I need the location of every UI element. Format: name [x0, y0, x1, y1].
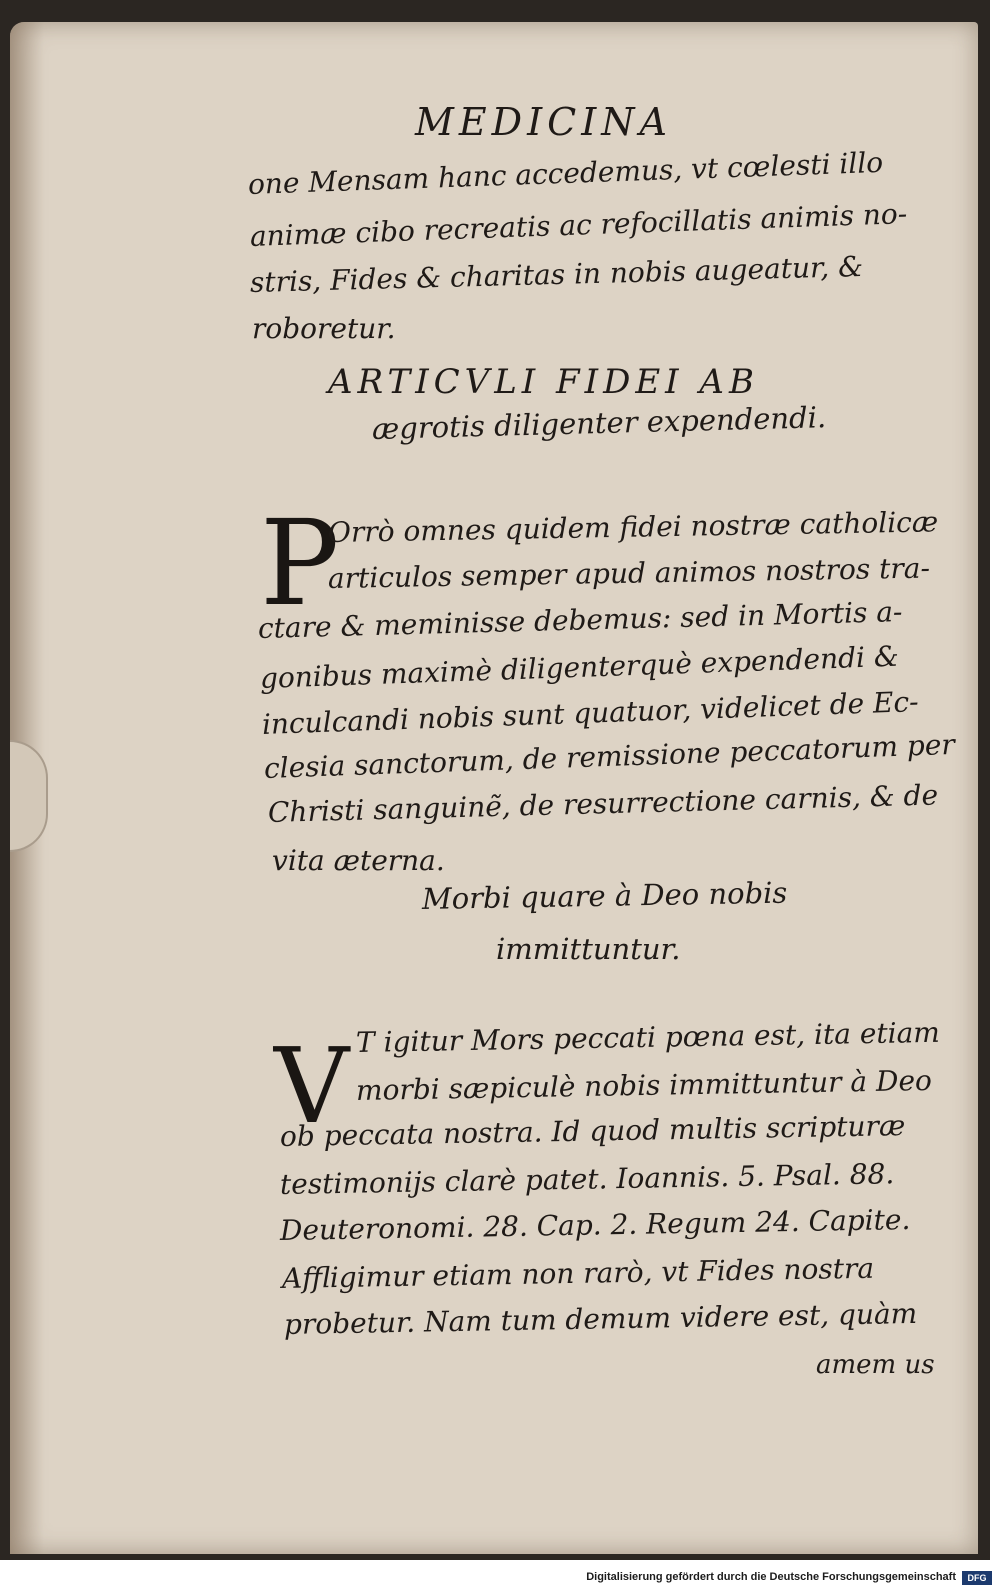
paragraph2-line-6: Affligimur etiam non rarò, vt Fides nostra	[281, 1251, 875, 1295]
paragraph2-line-3: ob peccata nostra. Id quod multis scripturæ	[279, 1109, 906, 1153]
top-line-4: roboretur.	[252, 312, 396, 345]
dfg-logo: DFG	[962, 1571, 992, 1585]
footer-credit: Digitalisierung gefördert durch die Deutsche Forschungsgemeinschaft	[586, 1571, 956, 1583]
top-line-2: animæ cibo recreatis ac refocillatis animis no-	[249, 197, 908, 253]
paragraph1-line-6: clesia sanctorum, de remissione peccatorum per	[263, 727, 956, 785]
paragraph1-line-8: vita æterna.	[272, 844, 445, 877]
paragraph1-line-1: Orrò omnes quidem fidei nostræ catholicæ	[327, 505, 939, 549]
paragraph1-line-2: articulos semper apud animos nostros tra-	[327, 551, 931, 595]
paragraph1-line-7: Christi sanguinẽ, de resurrectione carnis, & de	[267, 778, 939, 829]
paragraph2-line-1: T igitur Mors peccati pœna est, ita etiam	[355, 1015, 941, 1059]
drop-cap-v: V	[274, 1025, 350, 1147]
section-heading-morbi-2: immittuntur.	[496, 932, 681, 966]
paragraph2-line-2: morbi sæpiculè nobis immittuntur à Deo	[355, 1063, 933, 1107]
section-heading-morbi-1: Morbi quare à Deo nobis	[421, 875, 788, 916]
section-subheading-articuli: ægrotis diligenter expendendi.	[371, 400, 827, 446]
catchword: amem us	[816, 1350, 935, 1380]
paragraph2-line-5: Deuteronomi. 28. Cap. 2. Regum 24. Capite.	[279, 1203, 911, 1247]
paragraph1-line-4: gonibus maximè diligenterquè expendendi &	[259, 639, 900, 695]
running-head: MEDICINA	[415, 100, 672, 144]
book-page	[10, 22, 978, 1554]
top-line-1: one Mensam hanc accedemus, vt cœlesti illo	[247, 145, 884, 201]
paragraph1-line-5: inculcandi nobis sunt quatuor, videlicet de Ec-	[261, 685, 920, 741]
paragraph1-line-3: ctare & meminisse debemus: sed in Mortis a-	[257, 595, 903, 645]
paragraph2-line-7: probetur. Nam tum demum videre est, quàm	[283, 1296, 918, 1341]
section-heading-articuli: ARTICVLI FIDEI AB	[328, 362, 759, 402]
paragraph2-line-4: testimonijs clarè patet. Ioannis. 5. Psal. 88.	[279, 1157, 895, 1201]
drop-cap-p: P	[260, 494, 340, 632]
top-line-3: stris, Fides & charitas in nobis augeatur, &	[249, 249, 864, 299]
